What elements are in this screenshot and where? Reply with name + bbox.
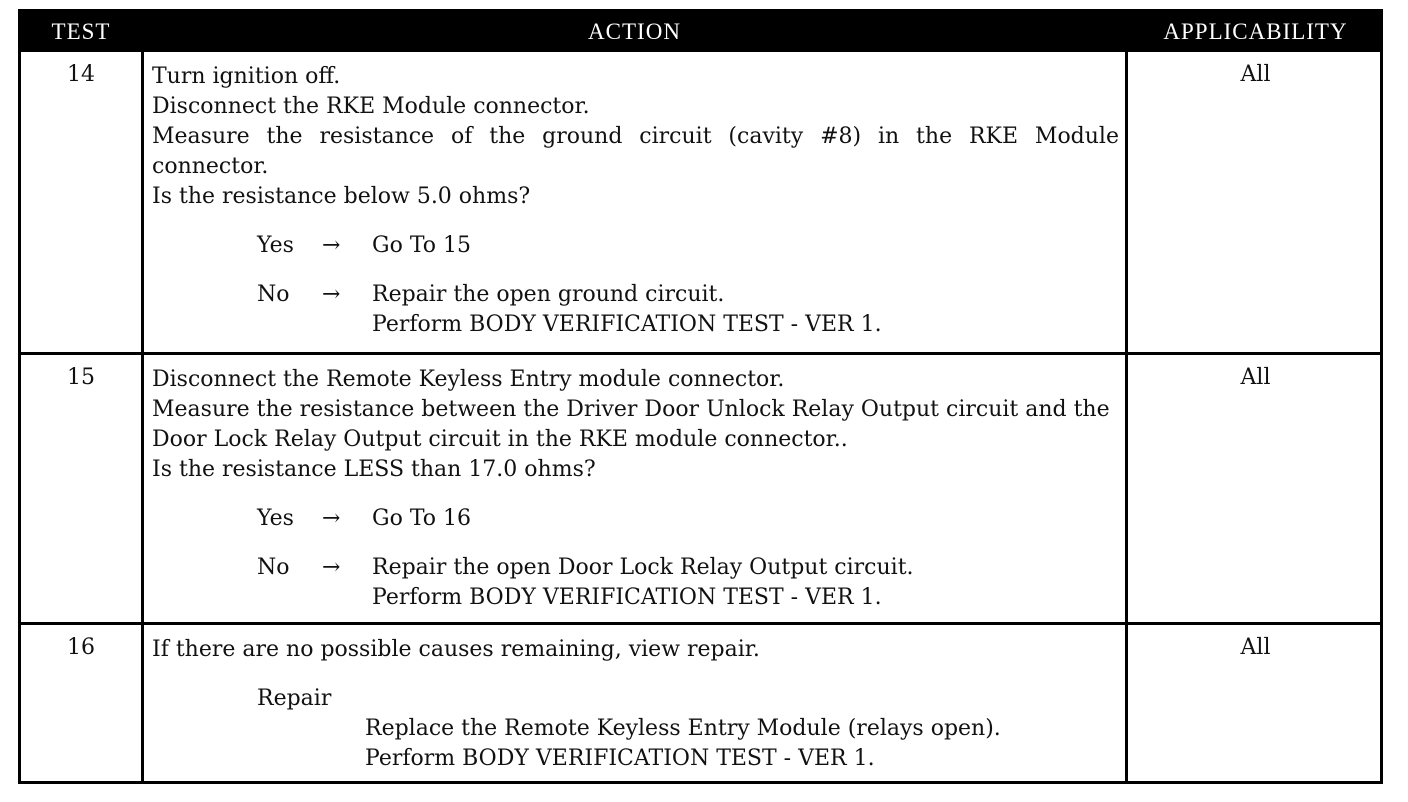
- action-line: If there are no possible causes remaining, view repair.: [152, 637, 760, 662]
- table-row: [21, 352, 1380, 622]
- yes-branch: [152, 231, 1119, 261]
- no-label: No: [257, 282, 290, 307]
- action-line: Measure the resistance between the Driver Door Unlock Relay Output circuit and the: [152, 397, 1110, 422]
- action-line: Measure the resistance of the ground circuit (cavity #8) in the RKE Module: [152, 124, 1119, 149]
- no-result: Repair the open ground circuit.: [372, 282, 725, 307]
- applicability: All: [1240, 365, 1271, 390]
- action-line: Is the resistance LESS than 17.0 ohms?: [152, 457, 596, 482]
- yes-result: Go To 16: [372, 506, 472, 531]
- action-cell: [141, 52, 1128, 352]
- repair-label: Repair: [257, 686, 332, 711]
- right-arrow-icon: →: [322, 233, 341, 258]
- test-number: 15: [67, 365, 95, 390]
- no-branch: [152, 553, 1119, 613]
- repair-section: [152, 684, 1119, 714]
- no-label: No: [257, 555, 290, 580]
- table-row: [21, 52, 1380, 352]
- action-line: Is the resistance below 5.0 ohms?: [152, 184, 531, 209]
- yes-label: Yes: [257, 233, 294, 258]
- action-line: Disconnect the Remote Keyless Entry module connector.: [152, 367, 785, 392]
- action-line: Turn ignition off.: [152, 64, 341, 89]
- action-cell: [141, 355, 1128, 622]
- repair-step: Perform BODY VERIFICATION TEST - VER 1.: [365, 746, 875, 771]
- no-result-followup: Perform BODY VERIFICATION TEST - VER 1.: [372, 585, 882, 610]
- header-action: ACTION: [588, 19, 681, 44]
- applicability: All: [1240, 62, 1271, 87]
- action-line: connector.: [152, 154, 269, 179]
- yes-result: Go To 15: [372, 233, 472, 258]
- test-number: 16: [67, 635, 95, 660]
- right-arrow-icon: →: [322, 282, 341, 307]
- repair-step: Replace the Remote Keyless Entry Module (relays open).: [365, 716, 1001, 741]
- no-result: Repair the open Door Lock Relay Output circuit.: [372, 555, 914, 580]
- right-arrow-icon: →: [322, 506, 341, 531]
- no-branch: [152, 280, 1119, 340]
- applicability: All: [1240, 635, 1271, 660]
- table-row: [21, 622, 1380, 781]
- yes-branch: [152, 504, 1119, 534]
- header-test: TEST: [51, 19, 111, 44]
- yes-label: Yes: [257, 506, 294, 531]
- action-cell: [141, 625, 1128, 781]
- test-number: 14: [67, 62, 95, 87]
- header-applicability: APPLICABILITY: [1163, 19, 1348, 44]
- right-arrow-icon: →: [322, 555, 341, 580]
- diagnostic-table: [18, 9, 1383, 784]
- action-line: Disconnect the RKE Module connector.: [152, 94, 590, 119]
- action-line: Door Lock Relay Output circuit in the RKE module connector..: [152, 427, 848, 452]
- table-header: [21, 12, 1380, 52]
- no-result-followup: Perform BODY VERIFICATION TEST - VER 1.: [372, 312, 882, 337]
